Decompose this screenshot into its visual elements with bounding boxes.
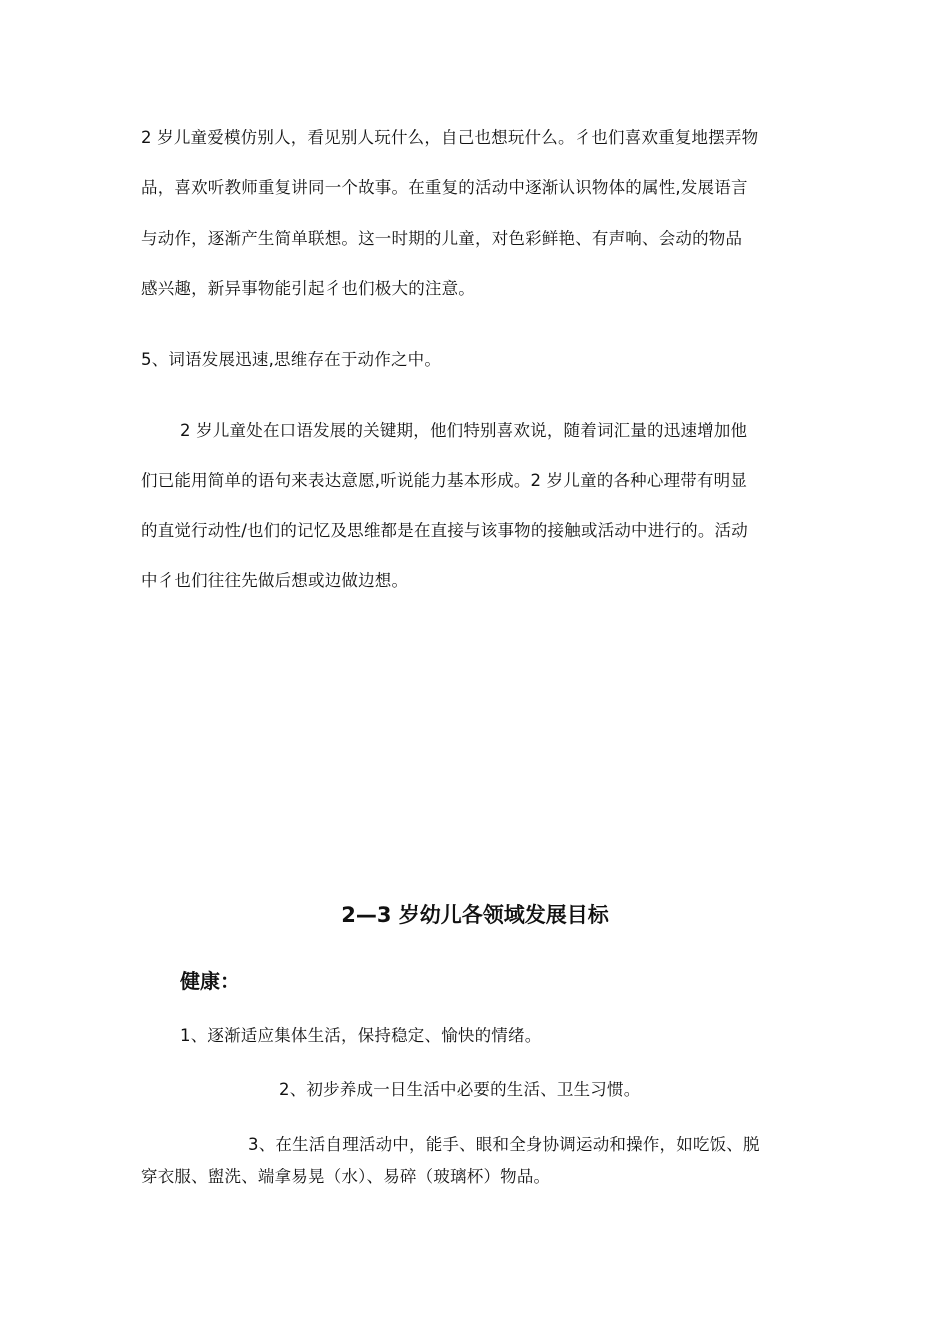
paragraph-1-line-2: 品，喜欢听教师重复讲同一个故事。在重复的活动中逐渐认识物体的属性,发展语言	[141, 178, 748, 197]
health-goal-3-line-2: 穿衣服、盥洗、端拿易晃（水）、易碎（玻璃杯）物品。	[141, 1167, 551, 1186]
paragraph-2-line-3: 的直觉行动性/也们的记忆及思维都是在直接与该事物的接触或活动中进行的。活动	[141, 521, 748, 540]
paragraph-2-line-2: 们已能用简单的语句来表达意愿,听说能力基本形成。2 岁儿童的各种心理带有明显	[141, 471, 748, 490]
point-5: 5、词语发展迅速,思维存在于动作之中。	[141, 350, 442, 369]
health-heading: 健康：	[180, 969, 240, 993]
paragraph-1-line-4: 感兴趣，新异事物能引起彳也们极大的注意。	[141, 279, 475, 298]
paragraph-2-line-1: 2 岁儿童处在口语发展的关键期，他们特别喜欢说，随着词汇量的迅速增加他	[180, 421, 748, 440]
paragraph-1-line-1: 2 岁儿童爱模仿别人，看见别人玩什么，自己也想玩什么。彳也们喜欢重复地摆弄物	[141, 128, 759, 147]
paragraph-2-line-4: 中彳也们往往先做后想或边做边想。	[141, 571, 409, 590]
health-goal-2: 2、初步养成一日生活中必要的生活、卫生习惯。	[279, 1080, 641, 1099]
paragraph-1-line-3: 与动作，逐渐产生简单联想。这一时期的儿童，对色彩鲜艳、有声响、会动的物品	[141, 229, 743, 248]
health-goal-3-line-1: 3、在生活自理活动中，能手、眼和全身协调运动和操作，如吃饭、脱	[248, 1135, 760, 1154]
section-title: 2—3 岁幼儿各领域发展目标	[341, 903, 609, 927]
health-goal-1: 1、逐渐适应集体生活，保持稳定、愉快的情绪。	[180, 1026, 542, 1045]
